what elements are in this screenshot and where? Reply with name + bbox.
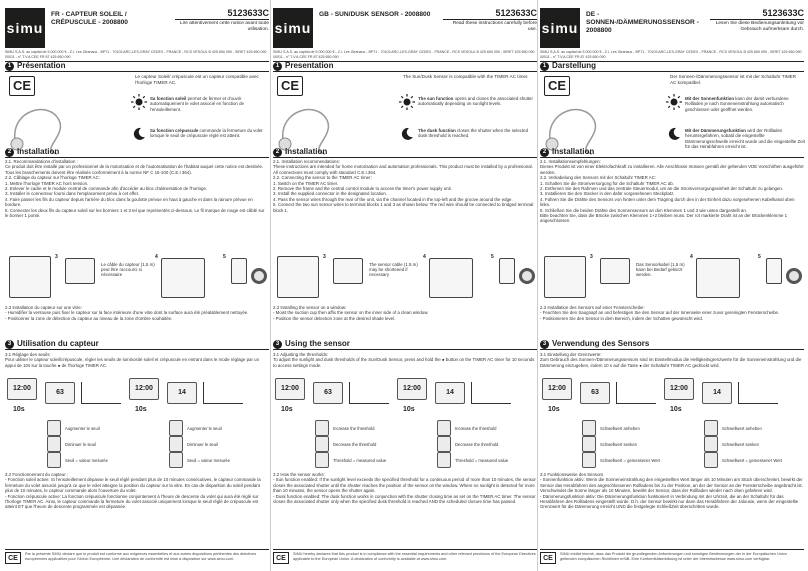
press-duration: 10s — [13, 406, 25, 413]
header — [273, 8, 537, 48]
header — [5, 8, 269, 48]
timer-front-unit — [161, 258, 205, 298]
timer-back-unit — [9, 256, 51, 298]
increase-label: Augmenter le seuil — [65, 426, 100, 431]
ok-button-icon — [437, 452, 451, 468]
section-title: Présentation — [17, 61, 66, 70]
up-button-icon — [315, 420, 329, 436]
sun-threshold-display: 63 — [313, 382, 343, 404]
company-legal-line: SIMU S.A.S. au capital de 5 000 000 € - Z.I. Les Giranaux - BP71 - 70103 ARC-LES-GRAY CEDEX - FRANCE - RCS VESOUL B 425 650 090 - SIRET 425 650 090 00011 - n° T.V.A CEE FR 87 425 650 090 — [540, 50, 804, 62]
timer-display-clock: 12:00 — [542, 378, 572, 400]
dusk-function-text: commande la fermeture du volet lorsque le seuil de crépuscule réglé est atteint. — [150, 128, 263, 139]
up-button-icon — [437, 420, 451, 436]
section-heading-usage — [5, 340, 269, 350]
down-button-icon — [582, 436, 596, 452]
section-heading-presentation — [540, 62, 804, 72]
threshold-setting-diagram — [540, 376, 804, 468]
press-duration: 10s — [548, 406, 560, 413]
increase-label: Schwellwert anheben — [722, 426, 762, 431]
ce-mark-icon: CE — [540, 552, 556, 564]
section-title: Verwendung des Sensors — [552, 339, 650, 348]
language-column-gb — [273, 0, 537, 571]
increase-label: Augmenter le seuil — [187, 426, 222, 431]
section-number: 3 — [5, 340, 14, 349]
section-number: 1 — [273, 62, 282, 71]
conformity-footer — [273, 549, 537, 565]
sun-function-title: Sa fonction soleil — [150, 96, 187, 101]
ok-button-icon — [704, 452, 718, 468]
threshold-setting-instructions: 3.1 Adjusting the thresholds: To adjust the sunlight and dusk thresholds of the Sun/Dusk Sensor, press and hold the ● button on the TIMER AC timer for 10 seconds to access settings mode. — [273, 352, 535, 368]
simu-logo: simu — [5, 8, 45, 48]
dusk-threshold-graph — [738, 382, 778, 404]
sun-threshold-graph — [81, 382, 121, 404]
document-code: 5123633C — [175, 8, 269, 20]
section-title: Using the sensor — [285, 339, 350, 348]
sun-threshold-graph — [616, 382, 656, 404]
increase-label: Increase the threshold — [455, 426, 497, 431]
installation-instructions: 2.1. Recommandations d'installation : Ce produit doit être installé par un professionnel de la motorisation et de l'automatisation de l'habitat auquel cette notice est destinée. Tous les branchements doivent être réalisés conformément à la norme NF C 15-100 (C.E.I 364). 2.2. Câblage du capteur sur l'horloge TIMER AC: 1. Mettre l'horloge TIMER AC hors tension. 2. Enlever le cadre et le module central de commande afin d'accéder au bloc d'alimentation de l'horloge. 3. Installer le connecteur fourni dans l'emplacement prévu à cet effet. 4. Faire passer les fils du capteur depuis l'arrière du bloc dans la goulotte prévue en haut à gauche et dans la rainure prévue en bordure. 5. Connecter les deux fils du capteur soleil sur les borniers 1 et 3 tel que représentés ci-dessous. Le fil marque de rouge est câblé sur le bornier 1 ponté. — [5, 159, 265, 219]
header — [540, 8, 804, 48]
dusk-threshold-display: 14 — [167, 382, 197, 404]
step-number: 5 — [223, 254, 226, 260]
timer-display-clock: 12:00 — [7, 378, 37, 400]
section-heading-installation — [540, 148, 804, 158]
suction-cup-sensor — [786, 268, 802, 284]
step-number: 4 — [155, 254, 158, 260]
sensor-operation-description: 3.2 How the sensor works: - Sun function enabled: If the sunlight level exceeds the specified threshold for a continuous period of more than 10 minutes, the sensor closes the associated shutter until the shutter reaches the position of the sensor on the window. Where no sunlight is detected for more than 10 minutes, the sensor opens the shutter again. - Dusk function enabled: The dusk function works in conjunction with the shutter closing time as set on the TIMER AC timer. The sensor closes the associated shutter only when the specified dusk threshold is reached AND the scheduled closure time has passed. — [273, 472, 536, 505]
conformity-footer — [540, 549, 804, 565]
dusk-function-title: Sa fonction crépuscule — [150, 128, 199, 133]
connector-detail — [499, 258, 515, 284]
presentation-intro: The Sun/Dusk Sensor is compatible with the TIMER AC timer. — [403, 74, 529, 79]
down-button-icon — [704, 436, 718, 452]
wiring-diagram — [5, 252, 269, 302]
timer-display-clock: 12:00 — [397, 378, 427, 400]
sensor-operation-description: 3.2 Fonctionnement du capteur : - Fonction soleil active: Si l'ensoleillement dépasse le seuil réglé pendant plus de 10 minutes consécutives, le capteur commande la fermeture du volet associé jusqu'à ce que le volet atteigne la position du capteur sur la vitre. En cas de disparition du soleil pendant plus de 10 minutes, le capteur commande alors l'ouverture du volet. - Fonction crépuscule active: La fonction crépuscule fonctionne conjointement à l'heure de descente du volet qui aura été réglé sur l'horloge TIMER AC. Ainsi, le capteur commande la fermeture du volet associé uniquement lorsque le seuil réglé de crépuscule est atteint ET que l'heure de descente programmée est dépassée. — [5, 472, 261, 510]
ok-button-icon — [315, 452, 329, 468]
sun-icon — [666, 94, 682, 110]
decrease-label: Diminuer le seuil — [187, 442, 218, 447]
wiring-diagram — [540, 252, 804, 302]
timer-front-unit — [429, 258, 473, 298]
column-divider — [537, 0, 538, 571]
suction-cup-sensor — [251, 268, 267, 284]
step-number: 3 — [323, 254, 326, 260]
read-notice: Lesen Sie diese Bedienungsanleitung vor Gebrauch aufmerksam durch. — [715, 21, 804, 32]
conformity-statement: SIMU erklärt hiermit, dass das Produkt die grundlegenden Anforderungen und sonstigen Bestimmungen der in der Europäischen Union geltenden europäischen Richtlinien erfüllt. Eine Konformitätserklärung ist unter der Internetadresse www.simu.com verfügbar. — [560, 552, 787, 561]
timer-back-unit — [544, 256, 586, 298]
section-number: 1 — [5, 62, 14, 71]
press-duration: 10s — [403, 406, 415, 413]
section-heading-installation — [5, 148, 269, 158]
document-code: 5123633C — [710, 8, 804, 20]
document-title: GB - SUN/DUSK SENSOR - 2008800 — [319, 11, 431, 18]
up-button-icon — [582, 420, 596, 436]
moon-icon — [132, 127, 146, 141]
step-number: 5 — [491, 254, 494, 260]
window-installation-instructions: 2.3 Installation du capteur sur une vitre: - Humidifier la ventouse puis fixer le capteur sur la face intérieure d'une vitre dont la surface aura été préalablement nettoyée. - Positionner la zone de détection du capteur au niveau de la zone d'ombre souhaitée. — [5, 305, 249, 321]
up-button-icon — [47, 420, 61, 436]
timer-display-clock: 12:00 — [664, 378, 694, 400]
timer-display-clock: 12:00 — [129, 378, 159, 400]
section-heading-presentation — [5, 62, 269, 72]
document-title: DE - SONNEN-/DÄMMERUNGSSENSOR - 2008800 — [586, 11, 699, 34]
section-number: 3 — [540, 340, 549, 349]
document-code: 5123633C — [443, 8, 537, 20]
sun-icon — [399, 94, 415, 110]
terminal-block — [333, 258, 363, 284]
section-number: 3 — [273, 340, 282, 349]
installation-instructions: 2.1. Installation recommendations: These instructions are intended for home motorisation and automation professionals. This product must be installed by a professional. All connections must comply with standard C.E.I.364. 2.2. Connecting the sensor to the TIMER AC timer: 1. Switch on the TIMER AC timer. 2. Remove the frame and the central control module to access the timer's power supply unit. 3. Install the supplied connector in the designated location. 4. Pass the sensor wires through the rear of the unit, via the channel located in the top-left and the groove around the edge. 5. Connect the two sun sensor wires to terminal blocks 1 and 3 as shown below. The red wire should be connected to bridged terminal block 1. — [273, 159, 534, 213]
measured-label: Schwellwert = gemessener Wert — [722, 458, 783, 463]
section-title: Installation — [285, 147, 328, 156]
step-number: 4 — [423, 254, 426, 260]
terminal-block — [600, 258, 630, 284]
step-number: 3 — [55, 254, 58, 260]
section-title: Utilisation du capteur — [17, 339, 99, 348]
section-title: Presentation — [285, 61, 334, 70]
step-number: 3 — [590, 254, 593, 260]
section-heading-usage — [540, 340, 804, 350]
moon-icon — [400, 127, 414, 141]
measured-label: Seuil = valeur mesurée — [187, 458, 230, 463]
section-title: Installation — [17, 147, 60, 156]
section-number: 2 — [5, 148, 14, 157]
ce-mark-icon: CE — [9, 76, 35, 96]
dusk-function-description — [150, 128, 270, 139]
column-divider — [270, 0, 271, 571]
threshold-setting-diagram — [273, 376, 537, 468]
company-legal-line: SIMU S.A.S. au capital de 5 000 000 € - Z.I. Les Giranaux - BP71 - 70103 ARC-LES-GRAY CEDEX - FRANCE - RCS VESOUL B 425 650 090 - SIRET 425 650 090 00011 - n° T.V.A CEE FR 87 425 650 090 — [5, 50, 269, 62]
language-column-de — [540, 0, 804, 571]
ce-mark-icon: CE — [277, 76, 303, 96]
dusk-threshold-display: 14 — [435, 382, 465, 404]
cable-length-note: Le câble du capteur (1,5 m) peut être raccourci si nécessaire — [101, 262, 155, 278]
increase-label: Increase the threshold — [333, 426, 375, 431]
dusk-threshold-graph — [203, 382, 243, 404]
dusk-function-title: Mit der Dämmerungsfunktion — [685, 128, 746, 133]
document-title: FR - CAPTEUR SOLEIL / CRÉPUSCULE - 2008800 — [51, 11, 128, 26]
dusk-function-text: closes the shutter when the selected dusk threshold is reached. — [418, 128, 529, 139]
decrease-label: Schwellwert senken — [600, 442, 638, 447]
dusk-function-description — [685, 128, 805, 150]
sun-icon — [131, 94, 147, 110]
company-legal-line: SIMU S.A.S. au capital de 5 000 000 € - Z.I. Les Giranaux - BP71 - 70103 ARC-LES-GRAY CEDEX - FRANCE - RCS VESOUL B 425 650 090 - SIRET 425 650 090 00011 - n° T.V.A CEE FR 87 425 650 090 — [273, 50, 537, 62]
connector-detail — [766, 258, 782, 284]
measured-label: Threshold = measured value — [455, 458, 509, 463]
conformity-statement: Par la présente SIMU déclare que le produit est conforme aux exigences essentielles et aux autres dispositions pertinentes des directives européennes applicables pour l'Union Européenne. Une déclaration de conformité est mise à disposition sur www.simu.com. — [25, 552, 257, 561]
section-heading-presentation — [273, 62, 537, 72]
section-number: 2 — [273, 148, 282, 157]
up-button-icon — [704, 420, 718, 436]
ok-button-icon — [169, 452, 183, 468]
threshold-setting-instructions: 3.1 Einstellung der Grenzwerte: Zum Gebrauch des Sonnen-/Dämmerungssensors sind im Einstellmodus die Helligkeitsgrenzwerte für die Sonneneinstrahlung und die Dämmerung einzugeben, indem 10 s auf die Taste ● der Schaltuhr TIMER AC gedrückt wird. — [540, 352, 802, 368]
sun-threshold-display: 63 — [580, 382, 610, 404]
sun-function-title: Mit der Sonnenfunktion — [685, 96, 735, 101]
up-button-icon — [169, 420, 183, 436]
ce-mark-icon: CE — [544, 76, 570, 96]
ce-mark-icon: CE — [5, 552, 21, 564]
sun-function-description — [150, 96, 270, 112]
presentation-intro: Der Sonnen-/Dämmerungssensor ist mit der Schaltuhr TIMER AC kompatibel. — [670, 74, 797, 85]
language-column-fr — [5, 0, 269, 571]
cable-length-note: Das Sensorkabel (1,5 m) kann bei Bedarf gekürzt werden. — [636, 262, 685, 278]
installation-instructions: 2.1. Installationsempfehlungen: Dieses Produkt ist von einer Elektrofachkraft zu installieren. Alle Anschlüsse müssen gemäß der geltenden VDE Vorschriften ausgeführt werden. 2.2. Verkabelung des Sensors mit der Schaltuhr TIMER AC: 1. Schalten Sie die Stromversorgung für die Schaltuhr TIMER AC ab. 2. Entfernen Sie den Rahmen und das zentrale Steuermodul, um an die Stromversorgungseinheit der Schaltuhr zu gelangen. 3. Installieren Sie den Stecker in den dafür vorgesehenen Steckplatz. 4. Führen Sie die Drähte des Sensors von hinten unter dem Tragring durch den in der Einheit dazu vorgesehenen Kabelkanal oben links. 5. Schließen Sie die beiden Drähte des Sonnensensors an den Klemmen 1 und 3 wie unten dargestellt an. Bitte beachten Sie, dass die Brücke zwischen Klemmen 1+2 bleiben muss. Der rot markierte Draht ist an der Brückenklemme 1 angeschlossen. — [540, 159, 804, 224]
sun-function-title: The sun function — [418, 96, 454, 101]
sun-function-description — [418, 96, 538, 107]
measured-label: Seuil = valeur mesurée — [65, 458, 108, 463]
connector-detail — [231, 258, 247, 284]
wiring-diagram — [273, 252, 537, 302]
cable-length-note: The sensor cable (1.5 m) may be shortened if necessary — [369, 262, 418, 278]
terminal-block — [65, 258, 95, 284]
dusk-function-title: The dusk function — [418, 128, 456, 133]
moon-icon — [667, 127, 681, 141]
sun-function-description — [685, 96, 805, 112]
conformity-statement: SIMU hereby declares that this product is in compliance with the essential requirements and other relevant provisions of the European Directives applicable to the European Union. A declaration of conformity is available at www.simu.com. — [293, 552, 536, 561]
conformity-footer — [5, 549, 269, 565]
step-number: 5 — [758, 254, 761, 260]
window-installation-instructions: 2.3 Installing the sensor on a window: - Moist the suction cup then affix the sensor on the inner side of a clean window. - Position the sensor detection zone at the desired shade level. — [273, 305, 429, 321]
decrease-label: Schwellwert senken — [722, 442, 760, 447]
down-button-icon — [437, 436, 451, 452]
ce-mark-icon: CE — [273, 552, 289, 564]
dusk-threshold-display: 14 — [702, 382, 732, 404]
press-duration: 10s — [135, 406, 147, 413]
increase-label: Schwellwert anheben — [600, 426, 640, 431]
section-number: 1 — [540, 62, 549, 71]
timer-front-unit — [696, 258, 740, 298]
simu-logo: simu — [273, 8, 313, 48]
dusk-function-text: wird der Rollladen heruntergefahren, sobald die eingestellte Dämmerungsschwelle erreicht wurde und die eingestellte Zeit für das Herabfahren erreicht ist. — [685, 128, 805, 150]
press-duration: 10s — [281, 406, 293, 413]
sun-function-text: opens and closes the associated shutter automatically depending on sunlight levels. — [418, 96, 533, 107]
section-title: Installation — [552, 147, 595, 156]
simu-logo: simu — [540, 8, 580, 48]
dusk-threshold-graph — [471, 382, 511, 404]
decrease-label: Decrease the threshold — [455, 442, 499, 447]
read-notice: Read these instructions carefully before use. — [452, 21, 537, 32]
down-button-icon — [315, 436, 329, 452]
ok-button-icon — [582, 452, 596, 468]
timer-back-unit — [277, 256, 319, 298]
down-button-icon — [47, 436, 61, 452]
presentation-intro: Le capteur Soleil/ crépuscule est un capteur compatible avec l'horloge TIMER AC. — [135, 74, 259, 85]
window-installation-instructions: 2.3 Installation des Sensors auf einer Fensterscheibe: - Feuchten Sie den Saugnapf an und befestigen Sie den Sensor auf der Innenseite einer zuvor gereinigten Fensterscheibe. - Positionieren Sie den Sensor in dem Bereich, indem der Schatten gewünscht wird. — [540, 305, 780, 321]
threshold-setting-diagram — [5, 376, 269, 468]
section-title: Darstellung — [552, 61, 597, 70]
section-heading-usage — [273, 340, 537, 350]
sun-function-text: kann der damit verbundene Rollladen je nach Sonneneinstrahlung automatisch geschlossen oder geöffnet werden. — [685, 96, 789, 112]
read-notice: Lire attentivement cette notice avant toute utilisation. — [179, 21, 269, 32]
section-heading-installation — [273, 148, 537, 158]
decrease-label: Diminuer le seuil — [65, 442, 96, 447]
decrease-label: Decrease the threshold — [333, 442, 377, 447]
step-number: 4 — [690, 254, 693, 260]
press-duration: 10s — [670, 406, 682, 413]
sun-function-text: permet de fermer et d'ouvrir automatiquement le volet associé en fonction de l'ensoleillement. — [150, 96, 244, 112]
ok-button-icon — [47, 452, 61, 468]
suction-cup-sensor — [519, 268, 535, 284]
section-number: 2 — [540, 148, 549, 157]
sensor-operation-description: 3.2 Funktionsweise des Sensors - Sonnenfunktion aktiv: Wenn die Sonneneinstrahlung den eingestellten Wert länger als 10 Minuten am Stück überschreitet, bewirkt der Sensor das Herabfahren des angeschlossenen Rollladens bis zu der Position, an der der Sensor an der Fensterscheibe angebracht ist. Verschwindet die Sonne länger als 10 Minuten, bewirkt der Sensor, dass der Rollladen wieder nach oben gefahren wird. - Dämmerungsfunktion aktiv: Die Dämmerungsfunktion funktioniert in Verbindung mit der Uhrzeit, die an der Schaltuhr für das Herabfahren des Rollladens eingestellt wurde. D.h. der Sensor bewirkt nur dann das Herabfahren der Jalousie, wenn der eingestellte Grenzwert für die Dämmerung erreicht UND die festgelegte SchließZeit überschritten wurde. — [540, 472, 803, 510]
threshold-setting-instructions: 3.1 Réglage des seuils: Pour utiliser le capteur soleil/crépuscule, régler les seuils de luminosité soleil et crépuscule en entrant dans le mode réglage par un appui de 10s sur la touche ● de l'horloge TIMER AC. — [5, 352, 260, 368]
dusk-function-description — [418, 128, 538, 139]
timer-display-clock: 12:00 — [275, 378, 305, 400]
down-button-icon — [169, 436, 183, 452]
measured-label: Threshold = measured value — [333, 458, 387, 463]
measured-label: Schwellwert = gemessener Wert — [600, 458, 661, 463]
sun-threshold-display: 63 — [45, 382, 75, 404]
sun-threshold-graph — [349, 382, 389, 404]
